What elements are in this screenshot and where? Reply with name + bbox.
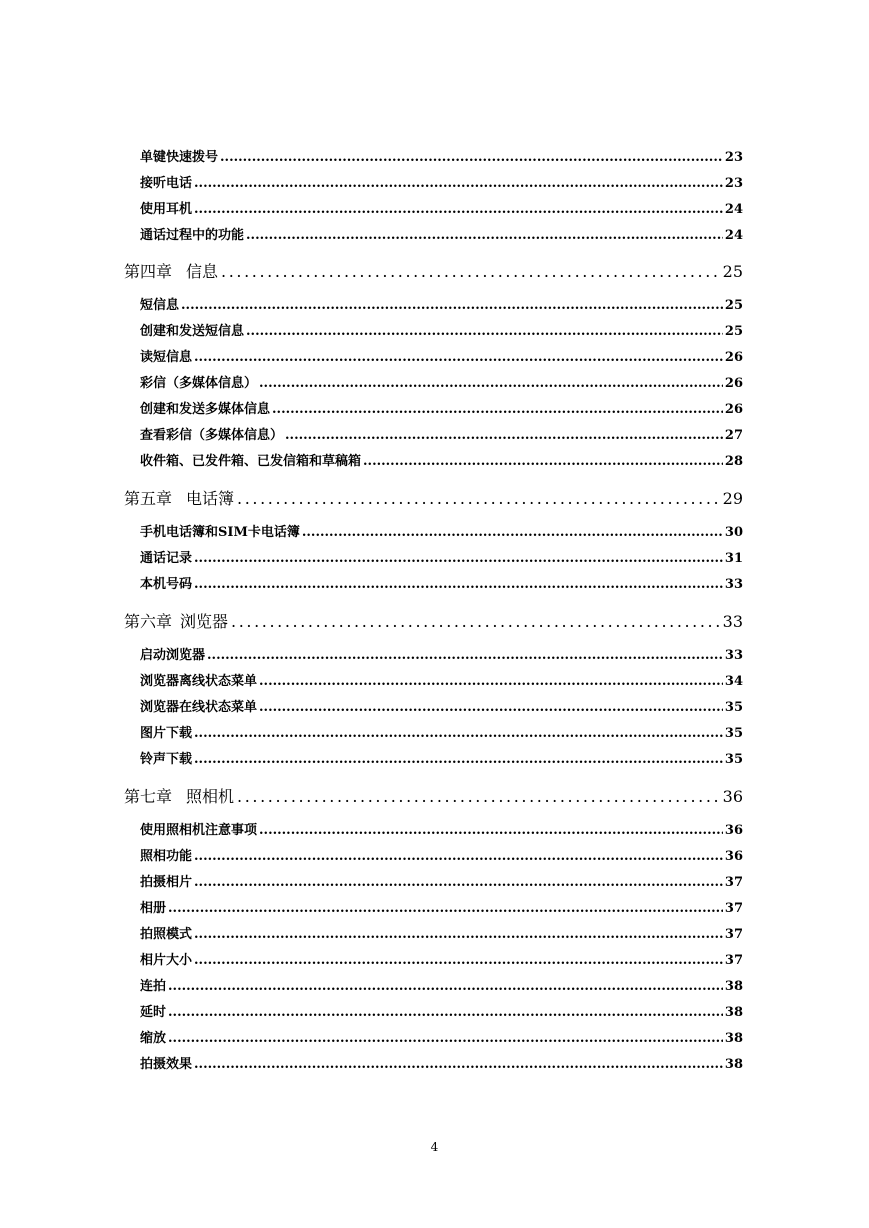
toc-chapter[interactable] bbox=[124, 262, 743, 282]
toc-entry[interactable] bbox=[140, 428, 743, 444]
toc-entry-page: 38 bbox=[724, 1031, 743, 1046]
dot-leader bbox=[194, 1057, 723, 1073]
dot-leader bbox=[168, 901, 723, 917]
toc-entry[interactable] bbox=[140, 402, 743, 418]
toc-entry[interactable] bbox=[140, 150, 743, 166]
toc-entry[interactable] bbox=[140, 376, 743, 392]
dot-leader bbox=[194, 202, 723, 218]
toc-entry-page: 25 bbox=[724, 324, 743, 339]
dot-leader bbox=[259, 823, 723, 839]
toc-entry-title: 相片大小 bbox=[140, 953, 193, 968]
toc-entry[interactable] bbox=[140, 202, 743, 218]
toc-entry[interactable] bbox=[140, 953, 743, 969]
toc-entry-page: 26 bbox=[724, 350, 743, 365]
toc-entry[interactable] bbox=[140, 228, 743, 244]
toc-entry[interactable] bbox=[140, 849, 743, 865]
dot-leader bbox=[246, 228, 723, 244]
dot-leader bbox=[221, 262, 720, 282]
toc-entry-page: 35 bbox=[724, 752, 743, 767]
toc-entry-page: 38 bbox=[724, 979, 743, 994]
dot-leader bbox=[168, 1005, 723, 1021]
toc-entry-title: 接听电话 bbox=[140, 176, 193, 191]
chapter-title: 浏览器 bbox=[180, 612, 229, 631]
toc-entry-title: 收件箱、已发件箱、已发信箱和草稿箱 bbox=[140, 454, 362, 469]
dot-leader bbox=[194, 875, 723, 891]
dot-leader bbox=[231, 612, 720, 632]
dot-leader bbox=[194, 953, 723, 969]
toc-entry[interactable] bbox=[140, 901, 743, 917]
chapter-number: 第七章 bbox=[124, 787, 173, 806]
toc-entry-page: 37 bbox=[724, 927, 743, 942]
dot-leader bbox=[168, 1031, 723, 1047]
toc-entry-page: 31 bbox=[724, 551, 743, 566]
toc-entry-title: 拍摄相片 bbox=[140, 875, 193, 890]
toc-chapter[interactable] bbox=[124, 787, 743, 807]
toc-entry-page: 37 bbox=[724, 953, 743, 968]
dot-leader bbox=[181, 298, 723, 314]
toc-entry-title: 照相功能 bbox=[140, 849, 193, 864]
dot-leader bbox=[194, 849, 723, 865]
chapter-number: 第五章 bbox=[124, 489, 173, 508]
toc-entry-page: 26 bbox=[724, 376, 743, 391]
dot-leader bbox=[168, 979, 723, 995]
toc-entry-page: 35 bbox=[724, 726, 743, 741]
toc-entry[interactable] bbox=[140, 1057, 743, 1073]
toc-entry[interactable] bbox=[140, 1031, 743, 1047]
toc-entry-title: 相册 bbox=[140, 901, 167, 916]
toc-entry-page: 30 bbox=[724, 525, 743, 540]
toc-entry[interactable] bbox=[140, 700, 743, 716]
dot-leader bbox=[237, 787, 720, 807]
chapter-title: 信息 bbox=[186, 262, 219, 281]
toc-entry-title: 短信息 bbox=[140, 298, 180, 313]
toc-entry-title: 拍照模式 bbox=[140, 927, 193, 942]
toc-entry-title: 查看彩信（多媒体信息） bbox=[140, 428, 284, 443]
toc-entry-title: 启动浏览器 bbox=[140, 648, 206, 663]
chapter-page: 29 bbox=[722, 489, 743, 508]
dot-leader bbox=[194, 726, 723, 742]
toc-entry-page: 34 bbox=[724, 674, 743, 689]
dot-leader bbox=[220, 150, 723, 166]
toc-entry-title: 读短信息 bbox=[140, 350, 193, 365]
toc-entry[interactable] bbox=[140, 823, 743, 839]
toc-entry-page: 38 bbox=[724, 1057, 743, 1072]
toc-entry[interactable] bbox=[140, 1005, 743, 1021]
chapter-page: 25 bbox=[722, 262, 743, 281]
toc-entry-title: 浏览器离线状态菜单 bbox=[140, 674, 258, 689]
toc-entry-title: 彩信（多媒体信息） bbox=[140, 376, 258, 391]
dot-leader bbox=[194, 176, 723, 192]
toc-entry-page: 33 bbox=[724, 648, 743, 663]
toc-entry-page: 38 bbox=[724, 1005, 743, 1020]
toc-entry-title: 图片下载 bbox=[140, 726, 193, 741]
toc-entry-title: 本机号码 bbox=[140, 577, 193, 592]
toc-entry[interactable] bbox=[140, 752, 743, 768]
dot-leader bbox=[237, 489, 720, 509]
toc-entry-title: 连拍 bbox=[140, 979, 167, 994]
toc-entry-title: 通话过程中的功能 bbox=[140, 228, 245, 243]
dot-leader bbox=[194, 551, 723, 567]
dot-leader bbox=[246, 324, 723, 340]
chapter-title: 照相机 bbox=[186, 787, 235, 806]
dot-leader bbox=[259, 376, 723, 392]
toc-entry-page: 37 bbox=[724, 901, 743, 916]
chapter-number: 第六章 bbox=[124, 612, 173, 631]
toc-entry-page: 24 bbox=[724, 202, 743, 217]
toc-entry[interactable] bbox=[140, 726, 743, 742]
toc-entry-title: 拍摄效果 bbox=[140, 1057, 193, 1072]
chapter-page: 33 bbox=[722, 612, 743, 631]
toc-entry-page: 36 bbox=[724, 849, 743, 864]
toc-entry[interactable] bbox=[140, 176, 743, 192]
page-number: 4 bbox=[430, 1140, 439, 1154]
toc-entry-title: 浏览器在线状态菜单 bbox=[140, 700, 258, 715]
dot-leader bbox=[194, 577, 723, 593]
dot-leader bbox=[194, 350, 723, 366]
toc-entry-page: 26 bbox=[724, 402, 743, 417]
toc-entry[interactable] bbox=[140, 875, 743, 891]
toc-entry-title: 延时 bbox=[140, 1005, 167, 1020]
dot-leader bbox=[194, 927, 723, 943]
dot-leader bbox=[259, 700, 723, 716]
toc-entry-title: 手机电话簿和SIM卡电话簿 bbox=[140, 525, 300, 540]
toc-entry[interactable] bbox=[140, 551, 743, 567]
toc-entry[interactable] bbox=[140, 350, 743, 366]
chapter-number: 第四章 bbox=[124, 262, 173, 281]
chapter-title: 电话簿 bbox=[186, 489, 235, 508]
toc-entry[interactable] bbox=[140, 454, 743, 470]
toc-entry-title: 使用照相机注意事项 bbox=[140, 823, 258, 838]
toc-entry[interactable] bbox=[140, 674, 743, 690]
toc-entry-page: 27 bbox=[724, 428, 743, 443]
dot-leader bbox=[259, 674, 723, 690]
toc-entry-title: 创建和发送多媒体信息 bbox=[140, 402, 271, 417]
toc-entry-title: 创建和发送短信息 bbox=[140, 324, 245, 339]
toc-entry[interactable] bbox=[140, 525, 743, 541]
toc-entry-title: 铃声下载 bbox=[140, 752, 193, 767]
chapter-page: 36 bbox=[722, 787, 743, 806]
toc-entry[interactable] bbox=[140, 324, 743, 340]
toc-entry[interactable] bbox=[140, 577, 743, 593]
dot-leader bbox=[302, 525, 723, 541]
toc-entry[interactable] bbox=[140, 648, 743, 664]
toc-chapter[interactable] bbox=[124, 612, 743, 632]
toc-entry-page: 33 bbox=[724, 577, 743, 592]
toc-entry-page: 37 bbox=[724, 875, 743, 890]
toc-entry-page: 35 bbox=[724, 700, 743, 715]
toc-entry-page: 28 bbox=[724, 454, 743, 469]
toc-entry-page: 25 bbox=[724, 298, 743, 313]
toc-entry-title: 单键快速拨号 bbox=[140, 150, 219, 165]
toc-entry-page: 36 bbox=[724, 823, 743, 838]
toc-entry-page: 24 bbox=[724, 228, 743, 243]
toc-entry[interactable] bbox=[140, 979, 743, 995]
toc-entry-page: 23 bbox=[724, 176, 743, 191]
dot-leader bbox=[272, 402, 723, 418]
dot-leader bbox=[194, 752, 723, 768]
dot-leader bbox=[285, 428, 723, 444]
dot-leader bbox=[363, 454, 723, 470]
toc-entry-title: 缩放 bbox=[140, 1031, 167, 1046]
toc-entry-page: 23 bbox=[724, 150, 743, 165]
toc-chapter[interactable] bbox=[124, 489, 743, 509]
toc-entry[interactable] bbox=[140, 298, 743, 314]
toc-entry-title: 使用耳机 bbox=[140, 202, 193, 217]
toc-entry-title: 通话记录 bbox=[140, 551, 193, 566]
dot-leader bbox=[207, 648, 723, 664]
toc-entry[interactable] bbox=[140, 927, 743, 943]
